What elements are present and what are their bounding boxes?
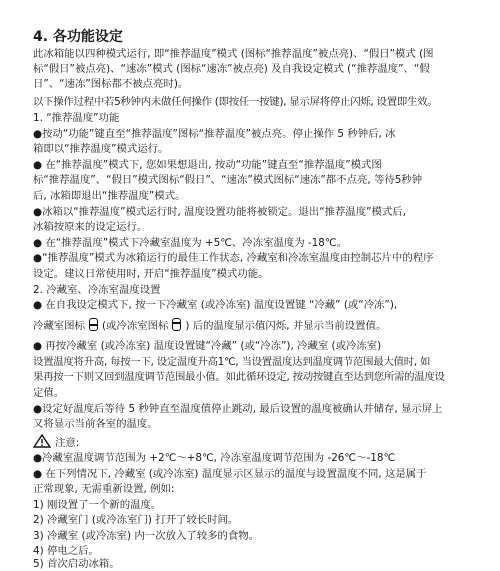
text-line: 标“假日”被点亮)、“速冻”模式 (图标“速冻”被点亮) 及自我设定模式 (“推荐温度”、“假 — [33, 63, 430, 75]
fridge-compartment-icon — [89, 318, 98, 331]
subsection-title: 2. 冷藏室、冷冻室温度设置 — [33, 284, 161, 296]
list-item: 2) 冷藏室门 (或冷冻室门) 打开了较长时间。 — [33, 514, 239, 526]
text-line: ● 再按冷藏室 (或冷冻室) 温度设置键“冷藏” (或“冷冻”), 冷藏室 (或冷冻室) — [33, 340, 382, 352]
freezer-compartment-icon — [172, 318, 181, 331]
list-item: 3) 冷藏室 (或冷冻室) 内一次放入了较多的食物。 — [33, 530, 260, 542]
text-line: 又将显示当前各室的温度。 — [33, 418, 158, 430]
text-line: 果再按一下则又回到温度调节范围最小值。如此循环设定, 按动按键直至达到您所需的温度设 — [33, 371, 445, 383]
text-line: 以下操作过程中若5秒钟内未做任何操作 (即按任一按键), 显示屏将停止闪烁, 设置即生效。 — [33, 96, 438, 108]
text-line: 正常现象, 无需重新设置, 例如: — [33, 483, 175, 495]
text-line: 后, 冰箱即退出“推荐温度”模式。 — [33, 190, 186, 202]
text-line: ●冰箱以“推荐温度”模式运行时, 温度设置功能将被锁定。退出“推荐温度”模式后, — [33, 206, 407, 218]
text-line: ● 在下列情况下, 冷藏室 (或冷冻室) 温度显示区显示的温度与设置温度不同, 这是属于 — [33, 468, 427, 480]
text-line: ● 在“推荐温度”模式下, 您如果想退出, 按动“功能”键直至“推荐温度”模式图 — [33, 159, 382, 171]
text-line: 定值。 — [33, 387, 65, 399]
text-line: ●“推荐温度”模式为冰箱运行的最佳工作状态, 冷藏室和冷冻室温度由控制芯片中的程序 — [33, 252, 434, 264]
note-heading — [33, 434, 473, 450]
text-line: ● 在“推荐温度”模式下冷藏室温度为 +5℃、冷冻室温度为 -18℃。 — [33, 237, 347, 249]
icon-line-part1: 冷藏室图标 — [33, 320, 85, 332]
list-item: 5) 首次启动冰箱。 — [33, 558, 120, 570]
list-item: 4) 停电之后。 — [33, 545, 99, 557]
text-line: ●冷藏室温度调节范围为 +2℃～+8℃, 冷冻室温度调节范围为 -26℃～-18℃ — [33, 452, 396, 464]
text-line: ●设定好温度后等待 5 秒钟直至温度值停止跳动, 最后设置的温度被确认并储存, 显示屏上 — [33, 403, 443, 415]
icon-line-part2: (或冷冻室图标 — [101, 320, 169, 332]
text-line: 标“推荐温度”、“假日”模式图标“假日”、“速冻”模式图标“速冻”都不点亮, 等待5秒钟 — [33, 174, 423, 186]
subsection-title: 1. “推荐温度”功能 — [33, 112, 120, 124]
text-line: 此冰箱能以四种模式运行, 即“推荐温度”模式 (图标“推荐温度”被点亮)、“假日”模式 (图 — [33, 48, 434, 60]
text-line: 设定。建议日常使用时, 开启“推荐温度”模式功能。 — [33, 268, 269, 280]
text-line: 箱即以“推荐温度”模式运行。 — [33, 143, 169, 155]
list-item: 1) 刚设置了一个新的温度。 — [33, 499, 162, 511]
text-line: 冰箱按原来的设定运行。 — [33, 221, 148, 233]
text-line: 日”、“速冻”图标都不被点亮时)。 — [33, 78, 189, 90]
warning-icon — [33, 434, 51, 448]
text-line: ●按动“功能”键直至“推荐温度”图标“推荐温度”被点亮。停止操作 5 秒钟后, 冰 — [33, 128, 396, 140]
text-line: 设置温度将升高, 每按一下, 设定温度升高1℃, 当设置温度达到温度调节范围最大值时, 如 — [33, 356, 431, 368]
text-line: ● 在自我设定模式下, 按一下冷藏室 (或冷冻室) 温度设置键 “冷藏” (或“冷冻”), — [33, 299, 398, 311]
icon-line-part3: ) 后的温度显示值闪烁, 并显示当前设置值。 — [185, 320, 387, 332]
icon-text-line — [33, 318, 473, 333]
section-title: 4. 各功能设定 — [33, 29, 123, 45]
note-label: 注意: — [55, 437, 80, 449]
